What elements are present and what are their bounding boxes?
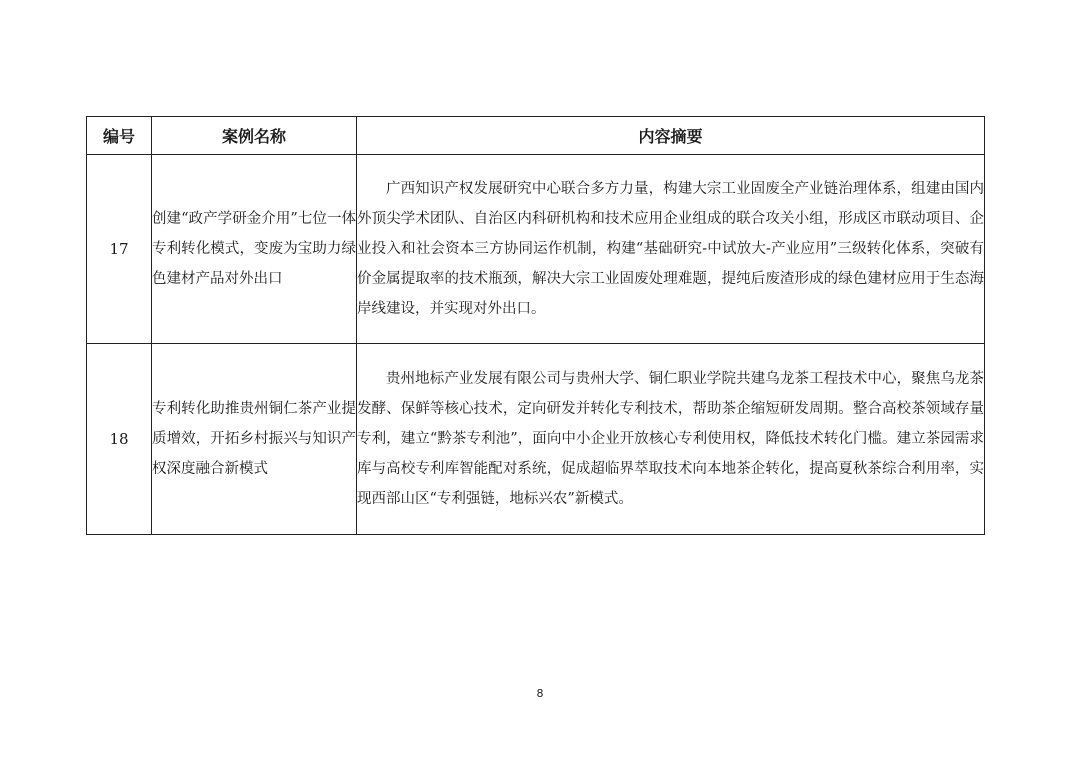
case-number: 18 (87, 344, 152, 535)
case-summary-text: 贵州地标产业发展有限公司与贵州大学、铜仁职业学院共建乌龙茶工程技术中心，聚焦乌龙茶发酵、保鲜等核心技术，定向研发并转化专利技术，帮助茶企缩短研发周期。整合高校茶领域存量专利，建立“黔茶专利池”，面向中小企业开放核心专利使用权，降低技术转化门槛。建立茶园需求库与高校专利库智能配对系统，促成超临界萃取技术向本地茶企转化，提高夏秋茶综合利用率，实现西部山区“专利强链，地标兴农”新模式。 (357, 371, 984, 507)
header-number: 编号 (87, 117, 152, 155)
table-header-row (87, 117, 985, 155)
header-summary: 内容摘要 (357, 117, 985, 155)
table-row (87, 155, 985, 344)
case-name: 创建“政产学研金介用”七位一体专利转化模式，变废为宝助力绿色建材产品对外出口 (152, 155, 357, 344)
case-table (86, 116, 985, 535)
table-row (87, 344, 985, 535)
case-number: 17 (87, 155, 152, 344)
case-summary (357, 344, 985, 535)
header-case-name: 案例名称 (152, 117, 357, 155)
case-name: 专利转化助推贵州铜仁茶产业提质增效，开拓乡村振兴与知识产权深度融合新模式 (152, 344, 357, 535)
page-number: 8 (536, 687, 544, 700)
case-summary-text: 广西知识产权发展研究中心联合多方力量，构建大宗工业固废全产业链治理体系，组建由国内外顶尖学术团队、自治区内科研机构和技术应用企业组成的联合攻关小组，形成区市联动项目、企业投入和社会资本三方协同运作机制，构建“基础研究-中试放大-产业应用”三级转化体系，突破有价金属提取率的技术瓶颈，解决大宗工业固废处理难题，提纯后废渣形成的绿色建材应用于生态海岸线建设，并实现对外出口。 (357, 181, 984, 317)
case-summary (357, 155, 985, 344)
